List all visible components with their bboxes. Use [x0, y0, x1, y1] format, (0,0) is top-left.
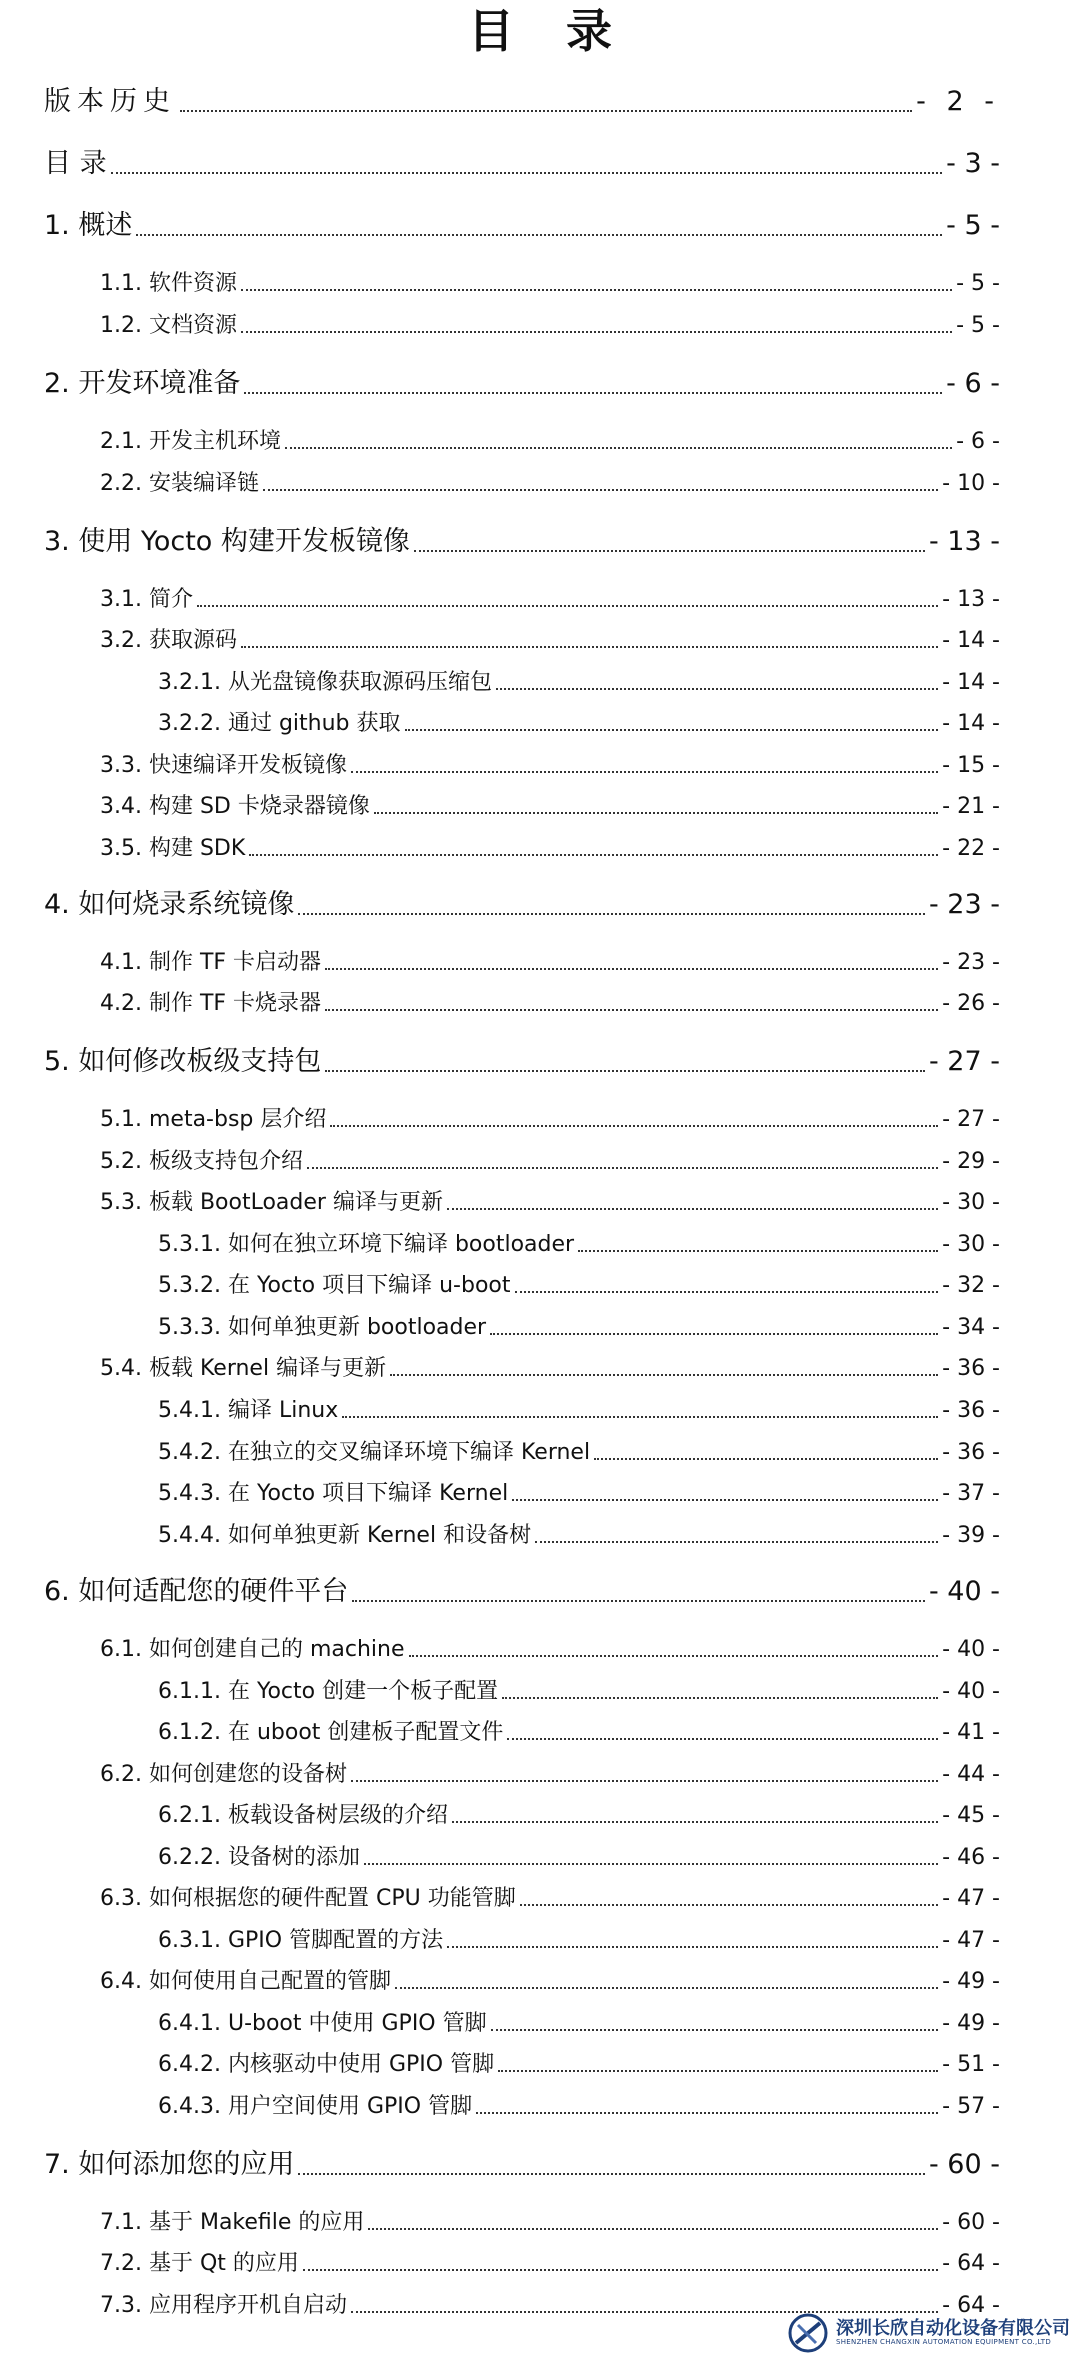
dot-leader [325, 968, 938, 970]
dot-leader [395, 1987, 938, 1989]
toc-entry-page: - 5 - [956, 271, 1000, 296]
toc-entry-page: - 44 - [942, 1762, 1000, 1787]
toc-entry-label: 5.4.2. 在独立的交叉编译环境下编译 Kernel [158, 1440, 591, 1465]
toc-entry-section[interactable] [100, 1149, 1000, 1175]
dot-leader [285, 447, 952, 449]
toc-entry-section[interactable] [100, 1762, 1000, 1788]
dot-leader [136, 234, 942, 236]
dot-leader [535, 1541, 938, 1543]
toc-entry-page: - 26 - [942, 991, 1000, 1016]
toc-entry-chapter-5[interactable] [44, 1046, 1000, 1078]
toc-entry-subsection[interactable] [158, 711, 1000, 737]
dot-leader [498, 2070, 938, 2072]
toc-entry-page: - 36 - [942, 1356, 1000, 1381]
toc-entry-label: 2. 开发环境准备 [44, 368, 241, 399]
toc-entry-page: - 15 - [942, 753, 1000, 778]
toc-entry-contents[interactable] [44, 148, 1000, 180]
toc-entry-page: - 36 - [942, 1440, 1000, 1465]
dot-leader [490, 1333, 938, 1335]
toc-entry-page: - 37 - [942, 1481, 1000, 1506]
toc-entry-version-history[interactable] [44, 86, 1000, 118]
toc-entry-page: - 29 - [942, 1149, 1000, 1174]
toc-entry-label: 6.2.1. 板载设备树层级的介绍 [158, 1803, 448, 1828]
toc-entry-label: 5.3.1. 如何在独立环境下编译 bootloader [158, 1232, 575, 1257]
toc-entry-label: 3.3. 快速编译开发板镜像 [100, 753, 347, 778]
toc-entry-label: 6.4.1. U-boot 中使用 GPIO 管脚 [158, 2011, 487, 2036]
dot-leader [241, 646, 938, 648]
dot-leader [414, 550, 925, 552]
dot-leader [241, 289, 952, 291]
toc-entry-label: 6.1. 如何创建自己的 machine [100, 1637, 405, 1662]
toc-entry-subsection[interactable] [158, 2052, 1000, 2078]
toc-entry-section[interactable] [100, 1969, 1000, 1995]
toc-entry-label: 5.3.2. 在 Yocto 项目下编译 u-boot [158, 1273, 511, 1298]
toc-entry-label: 4. 如何烧录系统镜像 [44, 889, 295, 920]
dot-leader [447, 1208, 938, 1210]
toc-entry-page: - 14 - [942, 670, 1000, 695]
toc-entry-page: - 30 - [942, 1232, 1000, 1257]
toc-entry-label: 5.3. 板载 BootLoader 编译与更新 [100, 1190, 443, 1215]
company-name-en: SHENZHEN CHANGXIN AUTOMATION EQUIPMENT CO.,LTD [836, 2338, 1052, 2347]
toc-entry-subsection[interactable] [158, 1398, 1000, 1424]
dot-leader [476, 2112, 938, 2114]
dot-leader [594, 1458, 938, 1460]
dot-leader [325, 1009, 938, 1011]
toc-entry-page: - 13 - [928, 526, 1000, 557]
dot-leader [298, 913, 925, 915]
toc-entry-chapter-1[interactable] [44, 210, 1000, 242]
toc-entry-subsection[interactable] [158, 1928, 1000, 1954]
toc-entry-section[interactable] [100, 429, 1000, 455]
toc-entry-section[interactable] [100, 1107, 1000, 1133]
toc-entry-label: 3.2. 获取源码 [100, 628, 237, 653]
toc-entry-subsection[interactable] [158, 1481, 1000, 1507]
toc-entry-label: 2.1. 开发主机环境 [100, 429, 281, 454]
toc-entry-label: 5.4. 板载 Kernel 编译与更新 [100, 1356, 387, 1381]
toc-entry-section[interactable] [100, 950, 1000, 976]
dot-leader [249, 854, 938, 856]
toc-entry-subsection[interactable] [158, 1720, 1000, 1746]
toc-entry-label: 7.3. 应用程序开机自启动 [100, 2293, 347, 2318]
dot-leader [512, 1499, 938, 1501]
toc-entry-page: - 3 - [946, 148, 1000, 179]
dot-leader [491, 2029, 939, 2031]
toc-entry-page: - 40 - [928, 1576, 1000, 1607]
toc-entry-chapter-6[interactable] [44, 1576, 1000, 1608]
toc-entry-label: 6.3.1. GPIO 管脚配置的方法 [158, 1928, 444, 1953]
toc-entry-subsection[interactable] [158, 1845, 1000, 1871]
toc-entry-label: 7.1. 基于 Makefile 的应用 [100, 2210, 365, 2235]
dot-leader [180, 110, 912, 112]
dot-leader [452, 1821, 938, 1823]
toc-entry-chapter-3[interactable] [44, 526, 1000, 558]
toc-entry-label: 1. 概述 [44, 210, 133, 241]
dot-leader [502, 1697, 938, 1699]
dot-leader [368, 2228, 938, 2230]
toc-entry-label: 1.1. 软件资源 [100, 271, 237, 296]
toc-entry-page: - 21 - [942, 794, 1000, 819]
toc-entry-chapter-2[interactable] [44, 368, 1000, 400]
toc-entry-page: - 40 - [942, 1679, 1000, 1704]
dot-leader [409, 1655, 939, 1657]
toc-entry-label: 5.4.1. 编译 Linux [158, 1398, 339, 1423]
toc-entry-section[interactable] [100, 1637, 1000, 1663]
toc-entry-label: 3.2.1. 从光盘镜像获取源码压缩包 [158, 670, 492, 695]
dot-leader [447, 1946, 938, 1948]
toc-entry-section[interactable] [100, 1356, 1000, 1382]
toc-entry-label: 6.1.1. 在 Yocto 创建一个板子配置 [158, 1679, 499, 1704]
toc-entry-section[interactable] [100, 836, 1000, 862]
toc-entry-section[interactable] [100, 753, 1000, 779]
dot-leader [374, 812, 938, 814]
toc-entry-page: - 47 - [942, 1886, 1000, 1911]
toc-entry-page: - 40 - [942, 1637, 1000, 1662]
toc-entry-page: - 14 - [942, 711, 1000, 736]
toc-entry-section[interactable] [100, 991, 1000, 1017]
toc-entry-section[interactable] [100, 1886, 1000, 1912]
dot-leader [244, 392, 942, 394]
toc-entry-section[interactable] [100, 587, 1000, 613]
toc-entry-page: - 32 - [942, 1273, 1000, 1298]
toc-entry-page: - 6 - [946, 368, 1000, 399]
toc-entry-subsection[interactable] [158, 1440, 1000, 1466]
toc-entry-page: - 13 - [942, 587, 1000, 612]
toc-entry-subsection[interactable] [158, 1273, 1000, 1299]
toc-entry-page: - 60 - [928, 2149, 1000, 2180]
dot-leader [364, 1863, 938, 1865]
toc-entry-page: - 47 - [942, 1928, 1000, 1953]
dot-leader [515, 1291, 939, 1293]
toc-entry-label: 6. 如何适配您的硬件平台 [44, 1576, 349, 1607]
toc-entry-label: 版本历史 [44, 86, 176, 117]
toc-entry-section[interactable] [100, 313, 1000, 339]
toc-entry-label: 3.5. 构建 SDK [100, 836, 246, 861]
toc-entry-label: 6.1.2. 在 uboot 创建板子配置文件 [158, 1720, 504, 1745]
toc-entry-page: - 2 - [916, 86, 1000, 117]
dot-leader [298, 2173, 925, 2175]
toc-entry-chapter-7[interactable] [44, 2149, 1000, 2181]
toc-entry-page: - 34 - [942, 1315, 1000, 1340]
dot-leader [342, 1416, 938, 1418]
dot-leader [390, 1374, 938, 1376]
toc-entry-label: 5. 如何修改板级支持包 [44, 1046, 322, 1077]
toc-entry-page: - 30 - [942, 1190, 1000, 1215]
toc-entry-label: 6.2. 如何创建您的设备树 [100, 1762, 347, 1787]
toc-entry-label: 5.1. meta-bsp 层介绍 [100, 1107, 327, 1132]
toc-entry-label: 7.2. 基于 Qt 的应用 [100, 2251, 299, 2276]
toc-entry-page: - 14 - [942, 628, 1000, 653]
toc-entry-label: 6.4.3. 用户空间使用 GPIO 管脚 [158, 2094, 473, 2119]
toc-entry-label: 5.4.3. 在 Yocto 项目下编译 Kernel [158, 1481, 509, 1506]
toc-entry-label: 目 录 [44, 148, 107, 179]
toc-entry-label: 3. 使用 Yocto 构建开发板镜像 [44, 526, 410, 557]
toc-entry-page: - 39 - [942, 1523, 1000, 1548]
toc-entry-page: - 60 - [942, 2210, 1000, 2235]
toc-entry-subsection[interactable] [158, 1315, 1000, 1341]
toc-entry-label: 7. 如何添加您的应用 [44, 2149, 295, 2180]
toc-entry-page: - 22 - [942, 836, 1000, 861]
toc-entry-label: 5.4.4. 如何单独更新 Kernel 和设备树 [158, 1523, 532, 1548]
toc-entry-section[interactable] [100, 1190, 1000, 1216]
dot-leader [351, 771, 938, 773]
toc-entry-label: 6.2.2. 设备树的添加 [158, 1845, 360, 1870]
toc-entry-section[interactable] [100, 2210, 1000, 2236]
toc-entry-chapter-4[interactable] [44, 889, 1000, 921]
toc-entry-page: - 10 - [942, 471, 1000, 496]
toc-entry-page: - 45 - [942, 1803, 1000, 1828]
toc-entry-label: 4.2. 制作 TF 卡烧录器 [100, 991, 322, 1016]
dot-leader [197, 605, 938, 607]
dot-leader [111, 172, 943, 174]
toc-entry-page: - 6 - [956, 429, 1000, 454]
toc-title: 目 录 [467, 4, 630, 58]
dot-leader [241, 331, 952, 333]
toc-entry-page: - 27 - [928, 1046, 1000, 1077]
toc-entry-label: 6.4.2. 内核驱动中使用 GPIO 管脚 [158, 2052, 495, 2077]
toc-entry-label: 3.1. 简介 [100, 587, 193, 612]
toc-entry-label: 6.4. 如何使用自己配置的管脚 [100, 1969, 391, 1994]
toc-entry-subsection[interactable] [158, 2094, 1000, 2120]
toc-entry-page: - 51 - [942, 2052, 1000, 2077]
dot-leader [351, 1780, 938, 1782]
toc-entry-subsection[interactable] [158, 1803, 1000, 1829]
toc-entry-section[interactable] [100, 2251, 1000, 2277]
company-logo [788, 2309, 1070, 2357]
toc-entry-section[interactable] [100, 271, 1000, 297]
toc-entry-page: - 64 - [942, 2251, 1000, 2276]
toc-entry-section[interactable] [100, 794, 1000, 820]
toc-entry-label: 2.2. 安装编译链 [100, 471, 259, 496]
toc-entry-subsection[interactable] [158, 670, 1000, 696]
dot-leader [520, 1904, 938, 1906]
toc-entry-subsection[interactable] [158, 1523, 1000, 1549]
toc-entry-page: - 23 - [942, 950, 1000, 975]
dot-leader [405, 729, 939, 731]
toc-entry-label: 3.4. 构建 SD 卡烧录器镜像 [100, 794, 370, 819]
toc-entry-label: 5.2. 板级支持包介绍 [100, 1149, 303, 1174]
toc-entry-label: 6.3. 如何根据您的硬件配置 CPU 功能管脚 [100, 1886, 516, 1911]
toc-entry-page: - 5 - [956, 313, 1000, 338]
company-logo-icon [788, 2313, 828, 2353]
toc-entry-section[interactable] [100, 471, 1000, 497]
dot-leader [496, 688, 938, 690]
dot-leader [578, 1250, 938, 1252]
toc-entry-subsection[interactable] [158, 1679, 1000, 1705]
toc-entry-label: 4.1. 制作 TF 卡启动器 [100, 950, 322, 975]
dot-leader [325, 1070, 925, 1072]
toc-entry-section[interactable] [100, 628, 1000, 654]
dot-leader [263, 489, 938, 491]
toc-entry-page: - 41 - [942, 1720, 1000, 1745]
toc-entry-label: 3.2.2. 通过 github 获取 [158, 711, 401, 736]
toc-entry-page: - 46 - [942, 1845, 1000, 1870]
dot-leader [307, 1167, 938, 1169]
toc-entry-label: 5.3.3. 如何单独更新 bootloader [158, 1315, 487, 1340]
toc-entry-subsection[interactable] [158, 1232, 1000, 1258]
dot-leader [303, 2269, 938, 2271]
toc-entry-page: - 5 - [946, 210, 1000, 241]
toc-entry-page: - 23 - [928, 889, 1000, 920]
toc-entry-page: - 36 - [942, 1398, 1000, 1423]
toc-entry-page: - 64 - [942, 2293, 1000, 2318]
toc-entry-page: - 49 - [942, 2011, 1000, 2036]
toc-entry-page: - 49 - [942, 1969, 1000, 1994]
dot-leader [330, 1125, 938, 1127]
toc-entry-label: 1.2. 文档资源 [100, 313, 237, 338]
company-name-cn: 深圳长欣自动化设备有限公司 [836, 2318, 1070, 2340]
toc-entry-subsection[interactable] [158, 2011, 1000, 2037]
dot-leader [507, 1738, 938, 1740]
dot-leader [352, 1600, 925, 1602]
toc-entry-page: - 57 - [942, 2094, 1000, 2119]
toc-entry-page: - 27 - [942, 1107, 1000, 1132]
